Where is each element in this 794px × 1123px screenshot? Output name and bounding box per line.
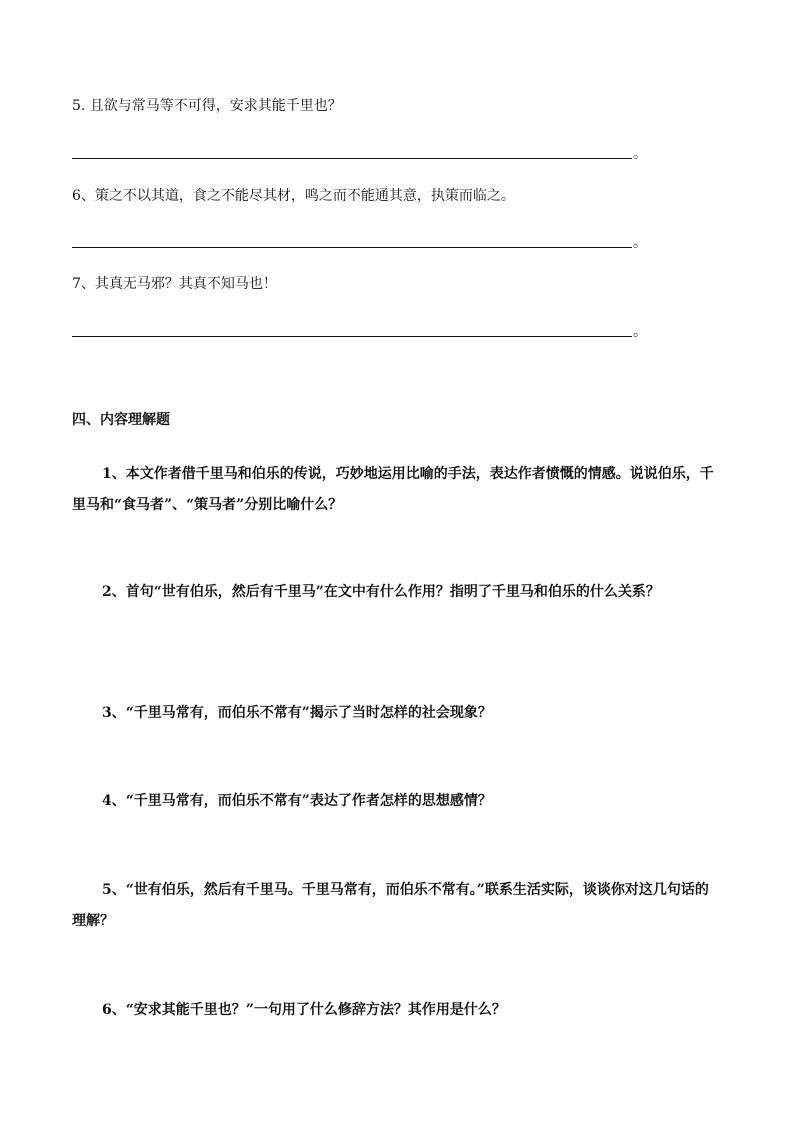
translation-item-7: 7、其真无马邪？其真不知马也！ xyxy=(72,276,277,292)
question-5: 5、“世有伯乐，然后有千里马。千里马常有，而伯乐不常有。”联系生活实际，谈谈你对这几句话的理解？ xyxy=(72,882,709,929)
answer-blank-6[interactable] xyxy=(72,231,652,251)
answer-blank-7[interactable] xyxy=(72,320,652,340)
answer-end-mark: 。 xyxy=(633,235,647,251)
answer-underline xyxy=(72,158,632,159)
answer-blank-5[interactable] xyxy=(72,142,652,162)
question-3: 3、“千里马常有，而伯乐不常有”揭示了当时怎样的社会现象？ xyxy=(102,705,492,721)
answer-end-mark: 。 xyxy=(633,146,647,162)
translation-item-5: 5. 且欲与常马等不可得，安求其能千里也？ xyxy=(72,98,342,114)
question-6: 6、“安求其能千里也？”一句用了什么修辞方法？其作用是什么？ xyxy=(102,1002,506,1018)
answer-underline xyxy=(72,247,632,248)
answer-end-mark: 。 xyxy=(633,324,647,340)
answer-underline xyxy=(72,336,632,337)
question-4: 4、“千里马常有，而伯乐不常有”表达了作者怎样的思想感情？ xyxy=(102,793,492,809)
section-title: 四、内容理解题 xyxy=(72,412,170,428)
question-2: 2、首句“世有伯乐，然后有千里马”在文中有什么作用？指明了千里马和伯乐的什么关系？ xyxy=(102,584,660,600)
translation-item-6: 6、策之不以其道，食之不能尽其材，鸣之而不能通其意，执策而临之。 xyxy=(72,188,515,204)
question-1: 1、本文作者借千里马和伯乐的传说，巧妙地运用比喻的手法，表达作者愤慨的情感。说说伯乐，千里马和“食马者”、“策马者”分别比喻什么？ xyxy=(72,466,714,513)
